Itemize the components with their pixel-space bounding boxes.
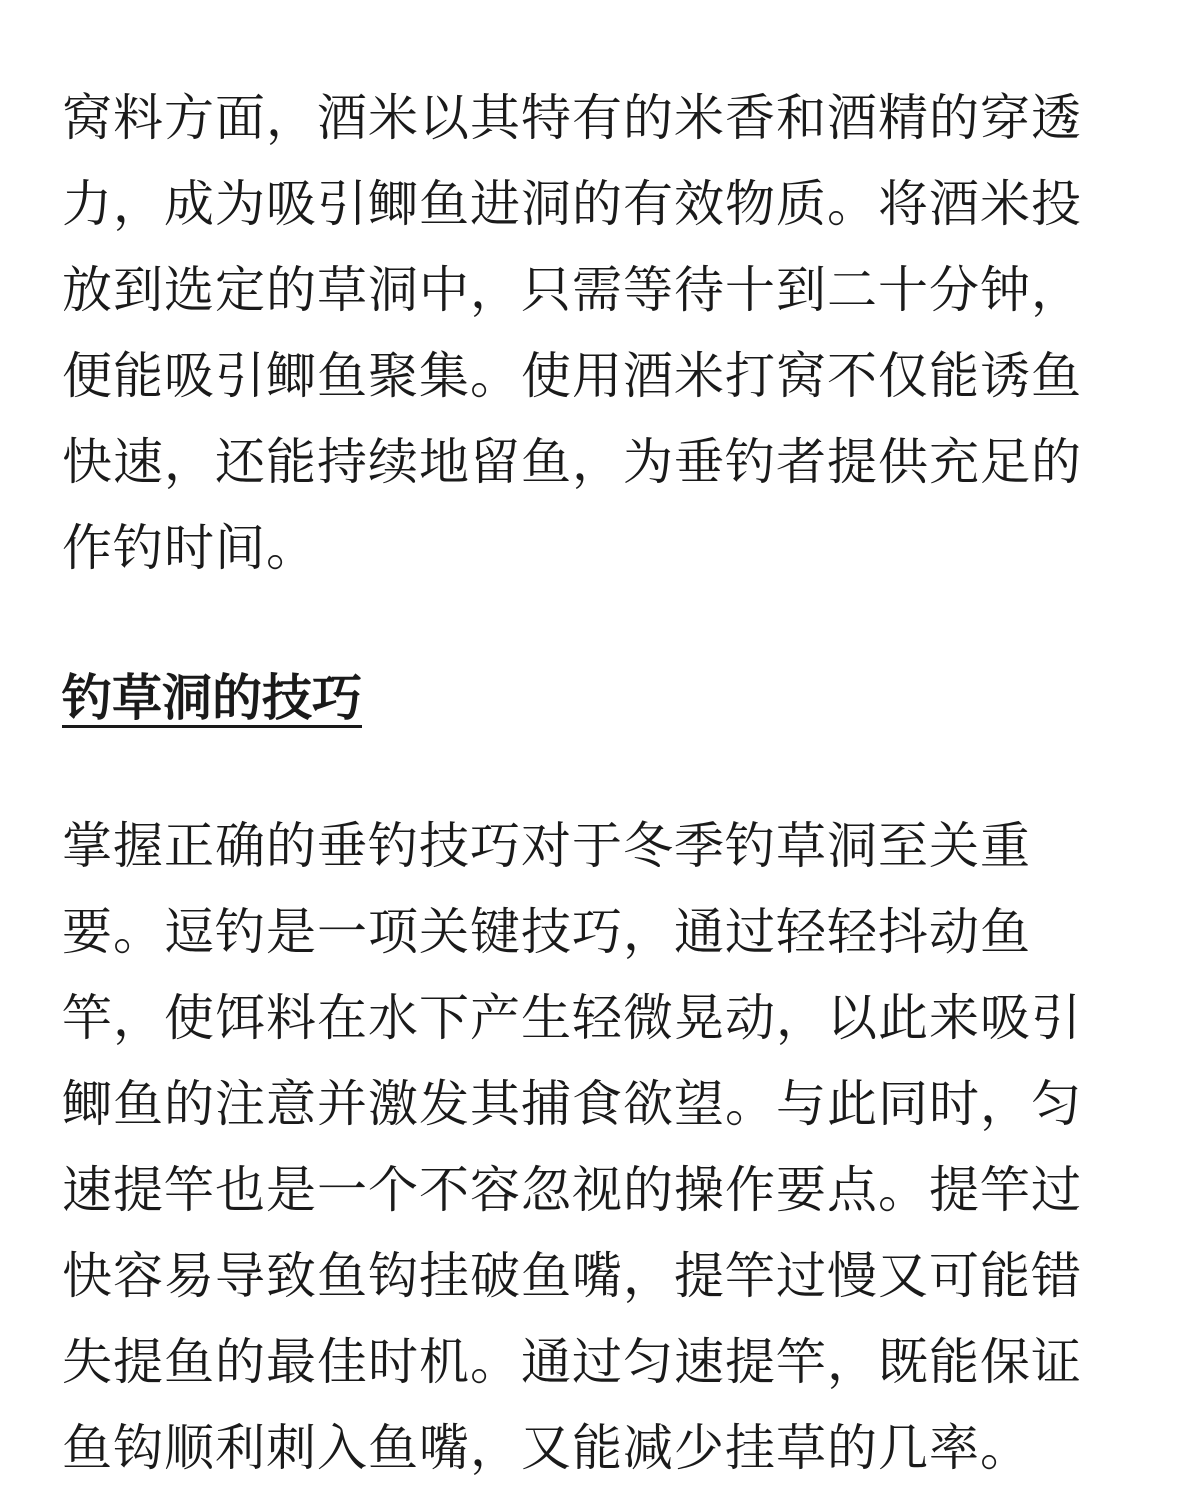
article-paragraph: 掌握正确的垂钓技巧对于冬季钓草洞至关重要。逗钓是一项关键技巧，通过轻轻抖动鱼竿，使饵料在水下产生轻微晃动，以此来吸引鲫鱼的注意并激发其捕食欲望。与此同时，匀速提竿也是一个不容忽视的操作要点。提竿过快容易导致鱼钩挂破鱼嘴，提竿过慢又可能错失提鱼的最佳时机。通过匀速提竿，既能保证鱼钩顺利刺入鱼嘴，又能减少挂草的几率。 (62, 817, 1082, 1477)
article-body (62, 75, 1124, 1491)
article-paragraph: 窝料方面，酒米以其特有的米香和酒精的穿透力，成为吸引鲫鱼进洞的有效物质。将酒米投放到选定的草洞中，只需等待十到二十分钟，便能吸引鲫鱼聚集。使用酒米打窝不仅能诱鱼快速，还能持续地留鱼，为垂钓者提供充足的作钓时间。 (62, 89, 1082, 577)
section-heading[interactable]: 钓草洞的技巧 (62, 669, 362, 727)
